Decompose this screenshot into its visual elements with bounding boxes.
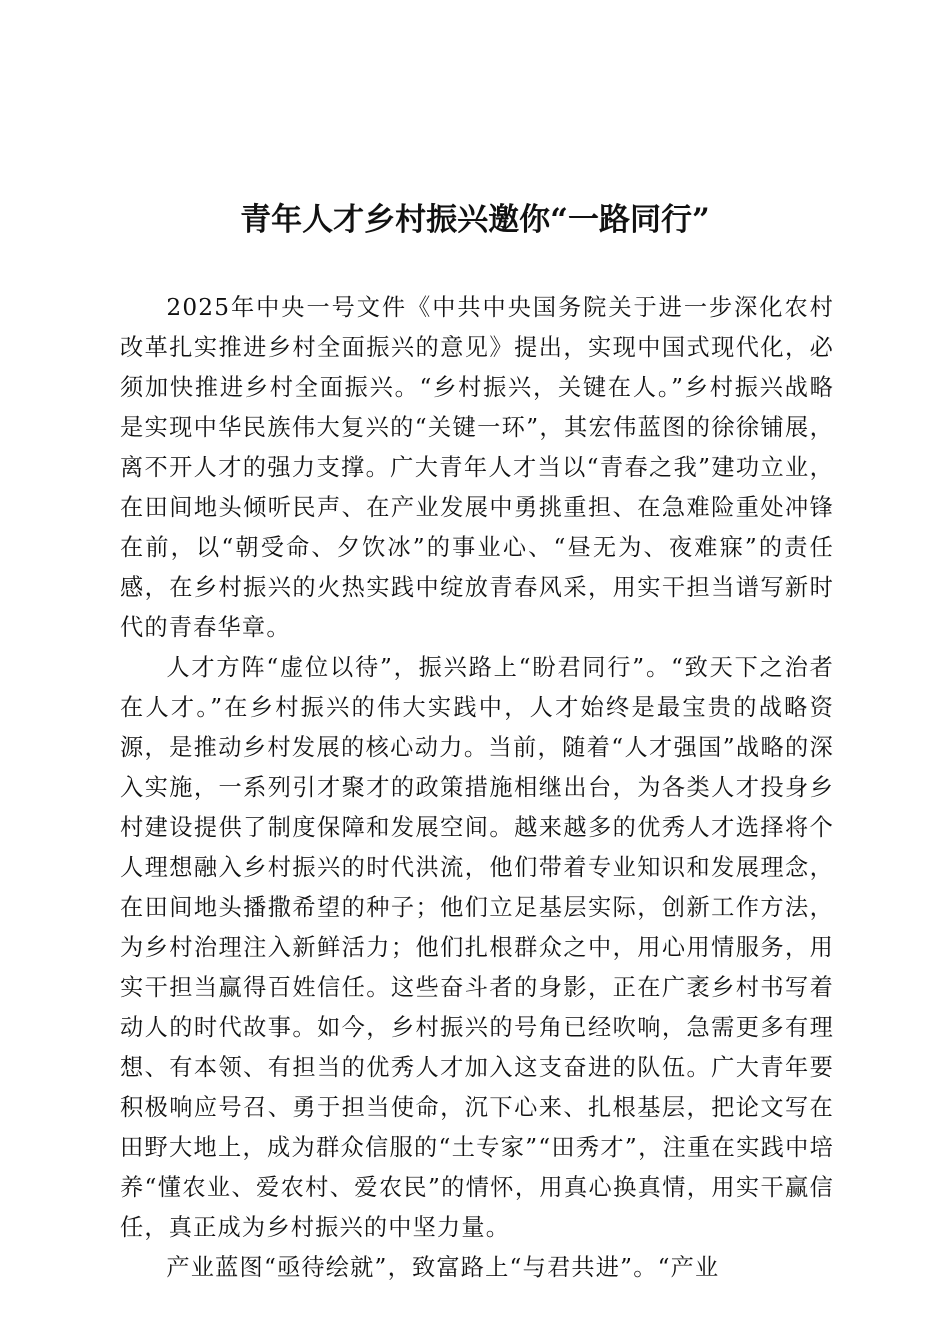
paragraph-1: 2025年中央一号文件《中共中央国务院关于进一步深化农村改革扎实推进乡村全面振兴的意见》提出，实现中国式现代化，必须加快推进乡村全面振兴。“乡村振兴，关键在人。”乡村振兴战略是实现中华民族伟大复兴的“关键一环”，其宏伟蓝图的徐徐铺展，离不开人才的强力支撑。广大青年人才当以“青春之我”建功立业，在田间地头倾听民声、在产业发展中勇挑重担、在急难险重处冲锋在前，以“朝受命、夕饮冰”的事业心、“昼无为、夜难寐”的责任感，在乡村振兴的火热实践中绽放青春风采，用实干担当谱写新时代的青春华章。 xyxy=(120,294,834,641)
paragraph-3: 产业蓝图“亟待绘就”，致富路上“与君共进”。“产业 xyxy=(166,1254,720,1281)
document-body xyxy=(120,288,834,1288)
paragraph-2: 人才方阵“虚位以待”，振兴路上“盼君同行”。“致天下之治者在人才。”在乡村振兴的伟大实践中，人才始终是最宝贵的战略资源，是推动乡村发展的核心动力。当前，随着“人才强国”战略的深入实施，一系列引才聚才的政策措施相继出台，为各类人才投身乡村建设提供了制度保障和发展空间。越来越多的优秀人才选择将个人理想融入乡村振兴的时代洪流，他们带着专业知识和发展理念，在田间地头播撒希望的种子；他们立足基层实际，创新工作方法，为乡村治理注入新鲜活力；他们扎根群众之中，用心用情服务，用实干担当赢得百姓信任。这些奋斗者的身影，正在广袤乡村书写着动人的时代故事。如今，乡村振兴的号角已经吹响，急需更多有理想、有本领、有担当的优秀人才加入这支奋进的队伍。广大青年要积极响应号召、勇于担当使命，沉下心来、扎根基层，把论文写在田野大地上，成为群众信服的“土专家”“田秀才”，注重在实践中培养“懂农业、爱农村、爱农民”的情怀，用真心换真情，用实干赢信任，真正成为乡村振兴的中坚力量。 xyxy=(120,654,834,1241)
document-title: 青年人才乡村振兴邀你“一路同行” xyxy=(240,202,710,238)
